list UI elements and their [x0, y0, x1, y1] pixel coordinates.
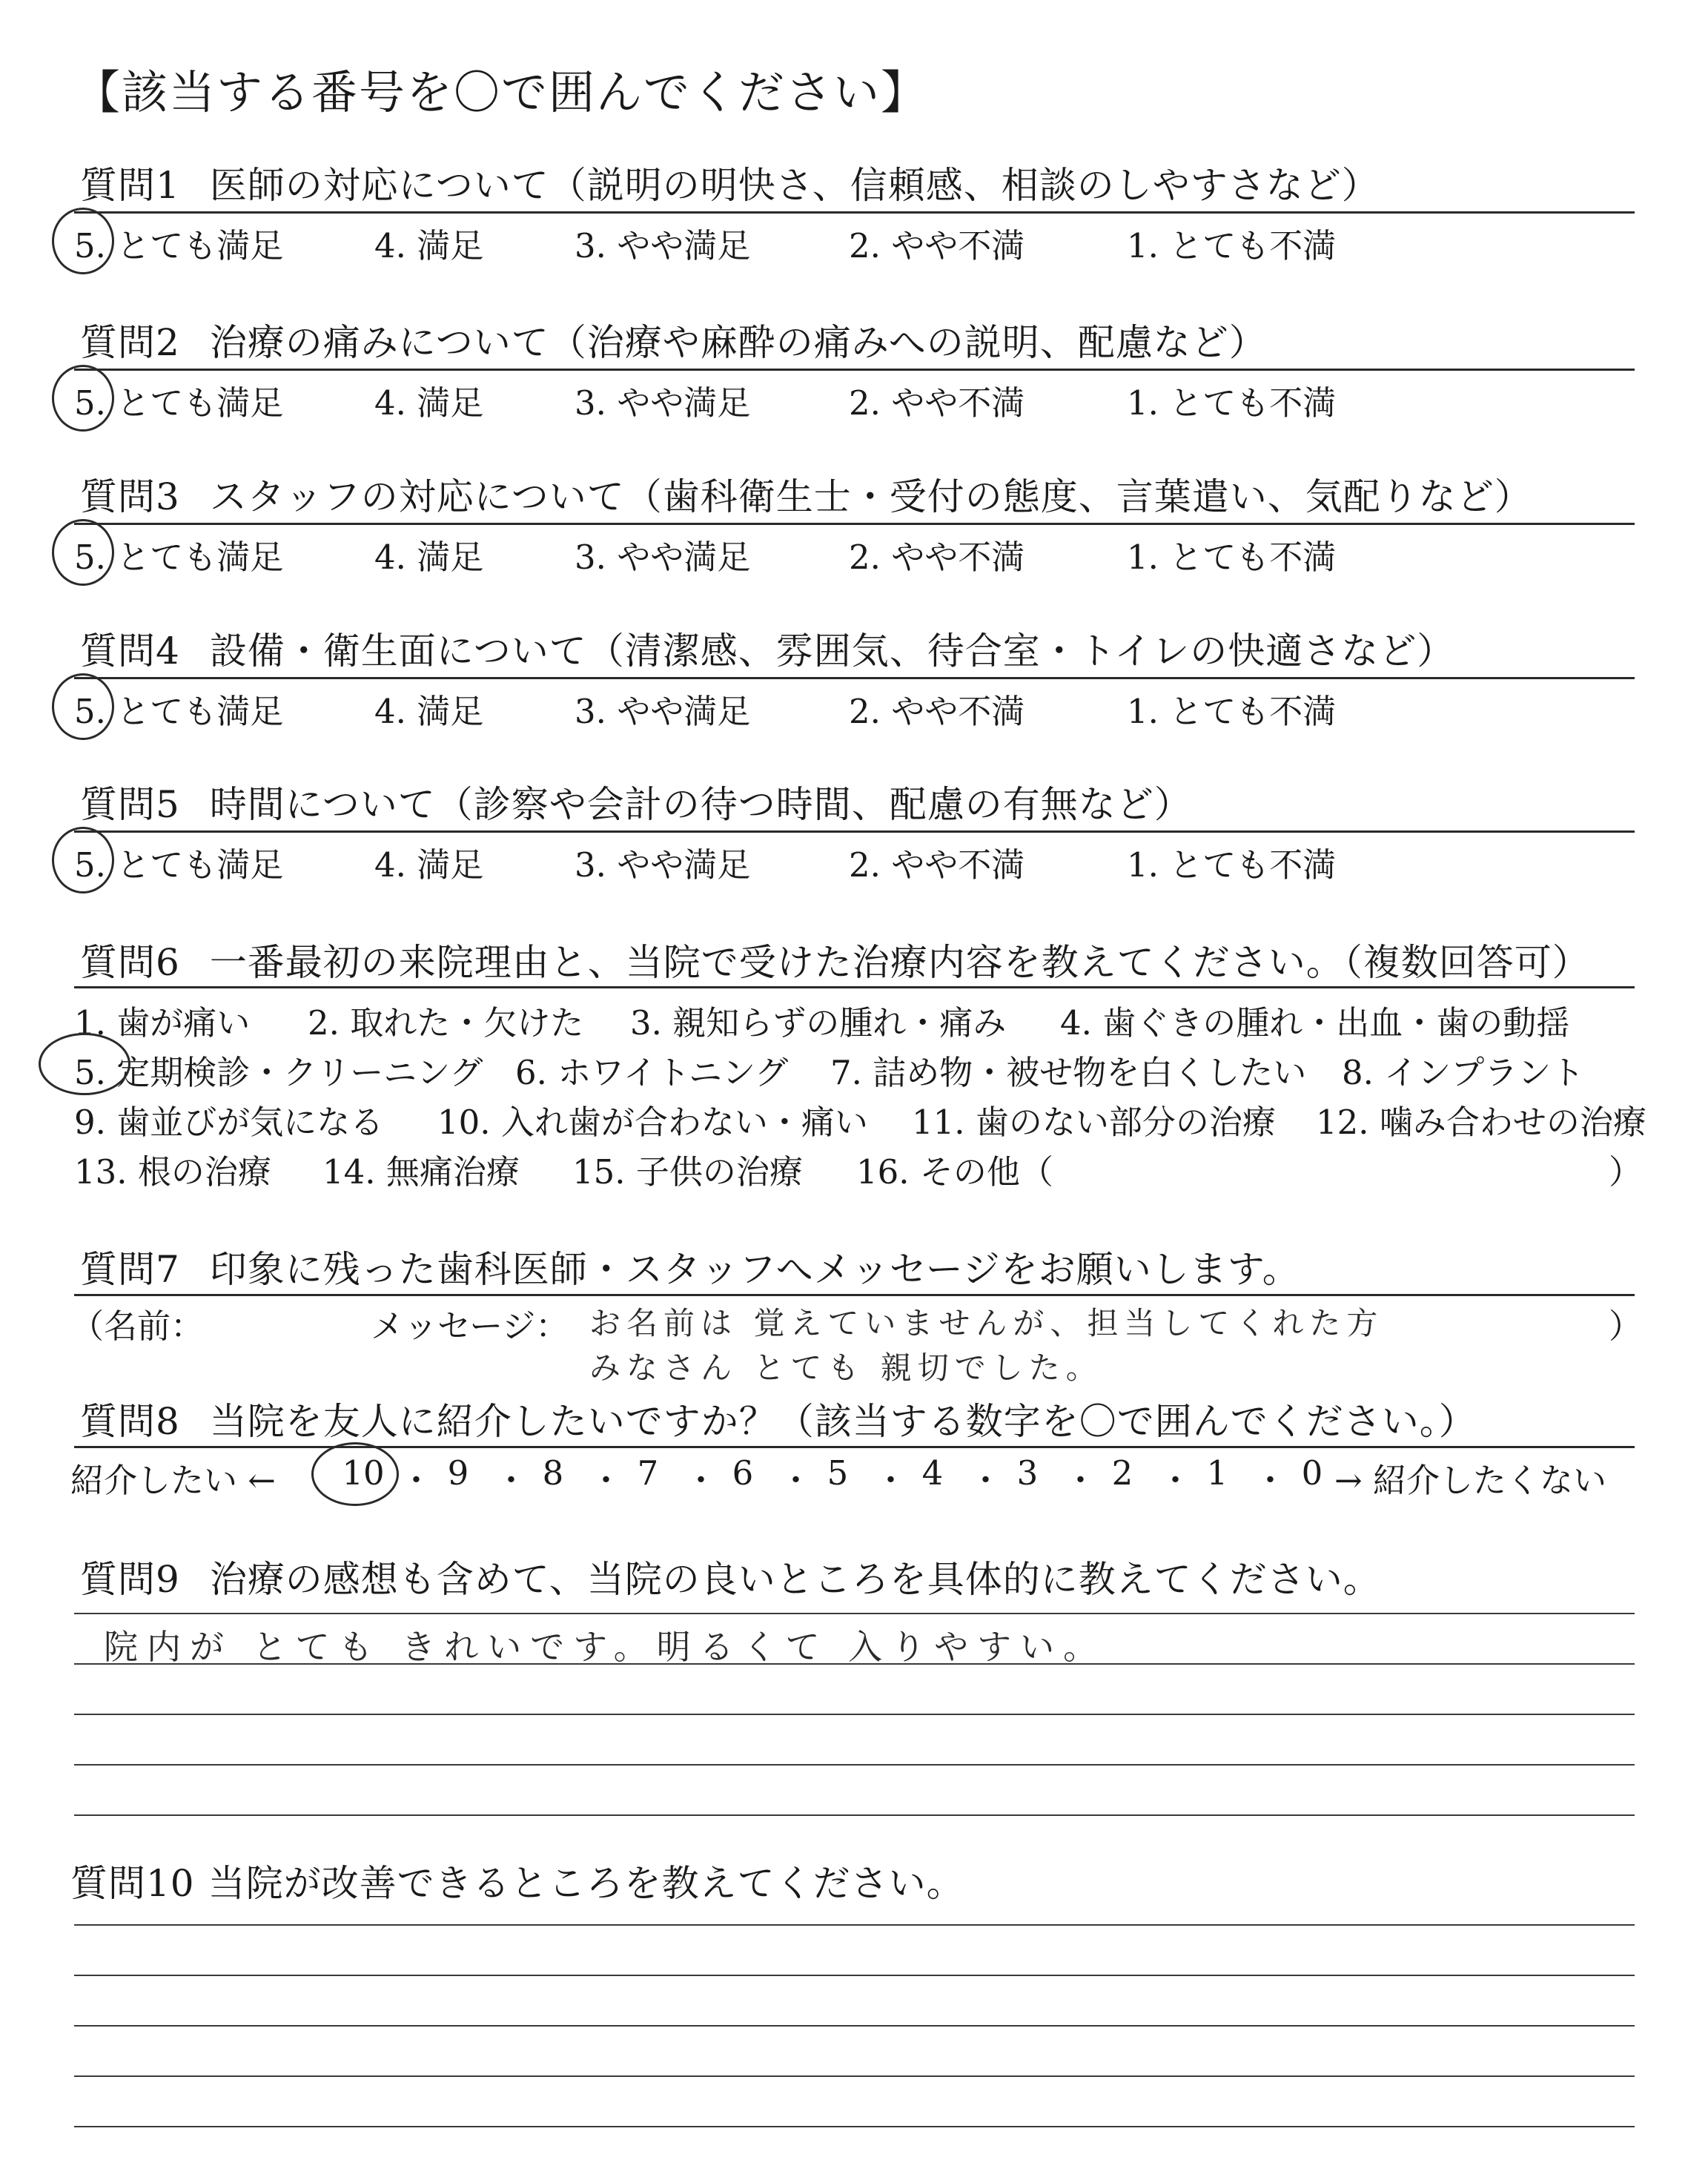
q6-option-3[interactable]: 3. 親知らずの腫れ・痛み: [630, 1003, 1007, 1043]
q6-option-15[interactable]: 15. 子供の治療: [572, 1152, 803, 1192]
q4-heading: [80, 621, 1454, 675]
q2-option-2[interactable]: 2. やや不満: [849, 383, 1025, 423]
q6-option-5[interactable]: 5. 定期検診・クリーニング: [74, 1053, 483, 1092]
q8-scale-dot: ・: [1159, 1461, 1193, 1500]
q6-option-1[interactable]: 1. 歯が痛い: [74, 1003, 251, 1043]
q4-option-1[interactable]: 1. とても不満: [1127, 692, 1337, 731]
q7-handwritten-line1[interactable]: お名前は 覚えていませんが、担当してくれた方: [589, 1305, 1384, 1341]
q7-rule: [74, 1294, 1635, 1296]
q2-text: 治療の痛みについて（治療や麻酔の痛みへの説明、配慮など）: [209, 321, 1267, 364]
q6-option-9[interactable]: 9. 歯並びが気になる: [74, 1103, 384, 1142]
q7-text: 印象に残った歯科医師・スタッフへメッセージをお願いします。: [209, 1248, 1300, 1291]
q6-option-12[interactable]: 12. 噛み合わせの治療: [1316, 1103, 1646, 1142]
q7-close-paren: ）: [1609, 1307, 1643, 1346]
q6-close-paren: ）: [1609, 1152, 1643, 1192]
q8-scale-dot: ・: [684, 1461, 718, 1500]
q3-option-4[interactable]: 4. 満足: [374, 538, 484, 577]
form-title: 【該当する番号を〇で囲んでください】: [74, 65, 929, 119]
q8-scale-0[interactable]: 0: [1301, 1453, 1323, 1493]
q1-label: 質問1: [80, 164, 180, 207]
q1-option-1[interactable]: 1. とても不満: [1127, 226, 1337, 265]
q3-rule: [74, 523, 1635, 525]
q3-option-5[interactable]: 5. とても満足: [74, 538, 284, 577]
q8-scale-dot: ・: [969, 1461, 1003, 1500]
q8-scale-8[interactable]: 8: [542, 1453, 564, 1493]
q10-text: 当院が改善できるところを教えてください。: [208, 1862, 964, 1905]
q7-label: 質問7: [80, 1248, 180, 1291]
q9-line-5: [74, 1814, 1635, 1816]
q8-scale-dot: ・: [494, 1461, 529, 1500]
q4-text: 設備・衛生面について（清潔感、雰囲気、待合室・トイレの快適さなど）: [209, 630, 1455, 673]
q8-left-label: 紹介したい ←: [70, 1461, 277, 1500]
q2-option-3[interactable]: 3. やや満足: [575, 383, 751, 423]
q6-option-16[interactable]: 16. その他（: [856, 1152, 1053, 1192]
q5-selection-circle: [52, 827, 114, 894]
q3-option-1[interactable]: 1. とても不満: [1127, 538, 1337, 577]
q10-label: 質問10: [70, 1862, 195, 1905]
q8-scale-6[interactable]: 6: [732, 1453, 754, 1493]
q5-label: 質問5: [80, 783, 180, 826]
q10-line-5: [74, 2126, 1635, 2127]
q2-selection-circle: [52, 365, 114, 432]
q8-heading: [80, 1392, 1477, 1445]
q4-option-3[interactable]: 3. やや満足: [575, 692, 751, 731]
q2-option-1[interactable]: 1. とても不満: [1127, 383, 1337, 423]
q3-option-2[interactable]: 2. やや不満: [849, 538, 1025, 577]
q7-name-label: （名前：: [70, 1307, 205, 1346]
q8-scale-dot: ・: [400, 1461, 434, 1500]
q8-right-label: → 紹介したくない: [1334, 1461, 1607, 1500]
q5-option-1[interactable]: 1. とても不満: [1127, 845, 1337, 885]
q4-option-4[interactable]: 4. 満足: [374, 692, 484, 731]
q8-label: 質問8: [80, 1400, 180, 1443]
q2-option-4[interactable]: 4. 満足: [374, 383, 484, 423]
q3-text: スタッフの対応について（歯科衛生士・受付の態度、言葉遣い、気配りなど）: [209, 475, 1532, 518]
q5-option-3[interactable]: 3. やや満足: [575, 845, 751, 885]
q6-rule: [74, 986, 1635, 988]
q8-selection-circle: [311, 1442, 399, 1506]
q5-rule: [74, 830, 1635, 833]
q5-option-4[interactable]: 4. 満足: [374, 845, 484, 885]
q1-heading: [80, 156, 1380, 209]
q4-option-5[interactable]: 5. とても満足: [74, 692, 284, 731]
q6-option-14[interactable]: 14. 無痛治療: [322, 1152, 520, 1192]
q8-scale-10[interactable]: 10: [342, 1453, 385, 1493]
q8-scale-dot: ・: [1064, 1461, 1098, 1500]
q2-rule: [74, 369, 1635, 371]
q8-text: 当院を友人に紹介したいですか？（該当する数字を〇で囲んでください。）: [209, 1400, 1477, 1443]
q8-rule: [74, 1446, 1635, 1448]
q9-line-1: [74, 1613, 1635, 1614]
q7-message-label: メッセージ：: [371, 1307, 569, 1346]
q7-handwritten-line2[interactable]: みなさん とても 親切でした。: [589, 1350, 1103, 1386]
q9-handwritten-answer[interactable]: 院内が とても きれいです。明るくて 入りやすい。: [104, 1627, 1107, 1667]
q10-line-2: [74, 1975, 1635, 1976]
q6-option-4[interactable]: 4. 歯ぐきの腫れ・出血・歯の動揺: [1060, 1003, 1570, 1043]
q8-scale-dot: ・: [779, 1461, 813, 1500]
q4-option-2[interactable]: 2. やや不満: [849, 692, 1025, 731]
q5-text: 時間について（診察や会計の待つ時間、配慮の有無など）: [209, 783, 1192, 826]
q8-scale-7[interactable]: 7: [637, 1453, 659, 1493]
q6-label: 質問6: [80, 941, 180, 984]
q3-selection-circle: [52, 519, 114, 586]
q4-label: 質問4: [80, 630, 180, 673]
q6-option-2[interactable]: 2. 取れた・欠けた: [308, 1003, 584, 1043]
q6-heading: [80, 933, 1590, 986]
q3-heading: [80, 467, 1532, 521]
q7-heading: [80, 1240, 1300, 1293]
q5-heading: [80, 775, 1192, 828]
q10-line-3: [74, 2025, 1635, 2027]
q8-scale-5[interactable]: 5: [827, 1453, 849, 1493]
q6-text: 一番最初の来院理由と、当院で受けた治療内容を教えてください。（複数回答可）: [209, 941, 1590, 984]
q6-option-11[interactable]: 11. 歯のない部分の治療: [912, 1103, 1276, 1142]
q9-line-4: [74, 1764, 1635, 1766]
q8-scale-4[interactable]: 4: [921, 1453, 944, 1493]
q10-line-4: [74, 2075, 1635, 2077]
q8-scale-dot: ・: [1254, 1461, 1288, 1500]
q9-label: 質問9: [80, 1558, 180, 1601]
q4-selection-circle: [52, 673, 114, 740]
q3-option-3[interactable]: 3. やや満足: [575, 538, 751, 577]
q5-option-5[interactable]: 5. とても満足: [74, 845, 284, 885]
q6-option-7[interactable]: 7. 詰め物・被せ物を白くしたい: [830, 1053, 1307, 1092]
q1-rule: [74, 211, 1635, 214]
q1-option-2[interactable]: 2. やや不満: [849, 226, 1025, 265]
q10-line-1: [74, 1924, 1635, 1926]
q6-option-8[interactable]: 8. インプラント: [1342, 1053, 1585, 1092]
q6-selection-circle: [39, 1033, 130, 1095]
q8-scale-2[interactable]: 2: [1111, 1453, 1133, 1493]
q6-option-10[interactable]: 10. 入れ歯が合わない・痛い: [437, 1103, 868, 1142]
q9-heading: [80, 1550, 1381, 1603]
q9-line-3: [74, 1714, 1635, 1715]
q1-option-3[interactable]: 3. やや満足: [575, 226, 751, 265]
q6-option-6[interactable]: 6. ホワイトニング: [515, 1053, 789, 1092]
q2-heading: [80, 313, 1267, 366]
q4-rule: [74, 677, 1635, 679]
q10-heading: [70, 1854, 964, 1907]
q1-option-5[interactable]: 5. とても満足: [74, 226, 284, 265]
q2-label: 質問2: [80, 321, 180, 364]
q8-scale-3[interactable]: 3: [1016, 1453, 1039, 1493]
q8-scale-dot: ・: [589, 1461, 623, 1500]
q1-text: 医師の対応について（説明の明快さ、信頼感、相談のしやすさなど）: [209, 164, 1380, 207]
q1-option-4[interactable]: 4. 満足: [374, 226, 484, 265]
q8-scale-1[interactable]: 1: [1206, 1453, 1228, 1493]
q2-option-5[interactable]: 5. とても満足: [74, 383, 284, 423]
q1-selection-circle: [52, 208, 114, 274]
q9-text: 治療の感想も含めて、当院の良いところを具体的に教えてください。: [209, 1558, 1381, 1601]
q6-option-13[interactable]: 13. 根の治療: [74, 1152, 271, 1192]
q3-label: 質問3: [80, 475, 180, 518]
q8-scale-dot: ・: [874, 1461, 908, 1500]
q5-option-2[interactable]: 2. やや不満: [849, 845, 1025, 885]
q8-scale-9[interactable]: 9: [447, 1453, 469, 1493]
